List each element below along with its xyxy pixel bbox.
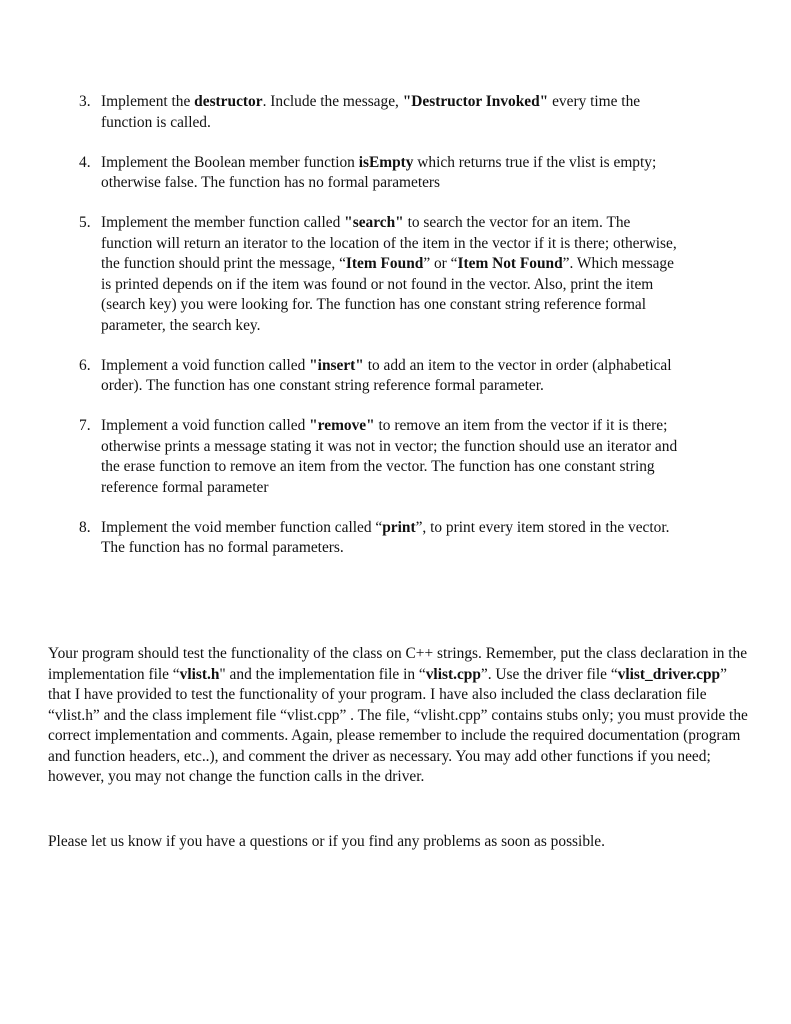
bold-file-vlist-cpp: vlist.cpp <box>425 665 481 683</box>
bold-message: "Destructor Invoked" <box>402 93 549 110</box>
list-item <box>79 416 679 498</box>
list-item-number: 7. <box>79 417 91 434</box>
list-item <box>79 153 679 194</box>
list-item-text: Implement a void function called "insert" to add an item to the vector in order (alphabetical order). The function has one constant string reference formal parameter. <box>101 356 672 394</box>
bold-term-destructor: destructor <box>194 93 263 110</box>
list-item-text: Implement the member function called "search" to search the vector for an item. The function will return an iterator to the location of the item in the vector if it is there; otherwise, the function should print the message, “Item Found” or “Item Not Found”. Which message is printed depends on if the item was found or not found in the vector. Also, print the item (search key) you were looking for. The function has one constant string reference formal parameter, the search key. <box>101 214 677 334</box>
list-item-text: Implement the destructor. Include the message, "Destructor Invoked" every time the function is called. <box>101 93 641 131</box>
list-item-number: 4. <box>79 153 91 171</box>
list-item-text: Implement the Boolean member function isEmpty which returns true if the vlist is empty; otherwise false. The function has no formal parameters <box>101 153 657 191</box>
list-item <box>79 356 679 397</box>
bold-file-vlist-h: vlist.h <box>179 665 220 683</box>
closing-paragraph: Please let us know if you have a questions or if you find any problems as soon as possible. <box>48 833 605 850</box>
instructions-paragraph: Your program should test the functionality of the class on C++ strings. Remember, put the class declaration in the implementation file “vlist.h" and the implementation file in “vlist.cpp”. Use the driver file “vlist_driver.cpp” that I have provided to test the functionality of your program. I have also included the class declaration file “vlist.h” and the class implement file “vlist.cpp” . The file, “vlisht.cpp” contains stubs only; you must provide the correct implementation and comments. Again, please remember to include the required documentation (program and function headers, etc..), and comment the driver as necessary. You may add other functions if you need; however, you may not change the function calls in the driver. <box>48 645 748 785</box>
bold-term-remove: "remove" <box>309 417 375 434</box>
list-item-number: 3. <box>79 93 91 110</box>
list-item <box>79 518 679 559</box>
bold-term-print: print <box>382 518 416 536</box>
bold-message-not-found: Item Not Found <box>457 255 563 272</box>
list-item <box>79 213 679 336</box>
list-item-text: Implement the void member function called “print”, to print every item stored in the vector. The function has no formal parameters. <box>101 518 670 556</box>
bold-term-insert: "insert" <box>309 356 364 374</box>
list-item-number: 5. <box>79 214 91 231</box>
bold-file-driver: vlist_driver.cpp <box>617 665 721 683</box>
list-item-text: Implement a void function called "remove" to remove an item from the vector if it is there; otherwise prints a message stating it was not in vector; the function should use an iterator and the erase function to remove an item from the vector. The function has one constant string reference formal parameter <box>101 417 678 496</box>
bold-message-found: Item Found <box>345 255 424 272</box>
list-item <box>79 92 679 133</box>
bold-term-isempty: isEmpty <box>358 153 414 171</box>
requirements-list <box>79 92 679 578</box>
list-item-number: 6. <box>79 356 91 374</box>
bold-term-search: "search" <box>344 214 404 231</box>
list-item-number: 8. <box>79 518 91 536</box>
